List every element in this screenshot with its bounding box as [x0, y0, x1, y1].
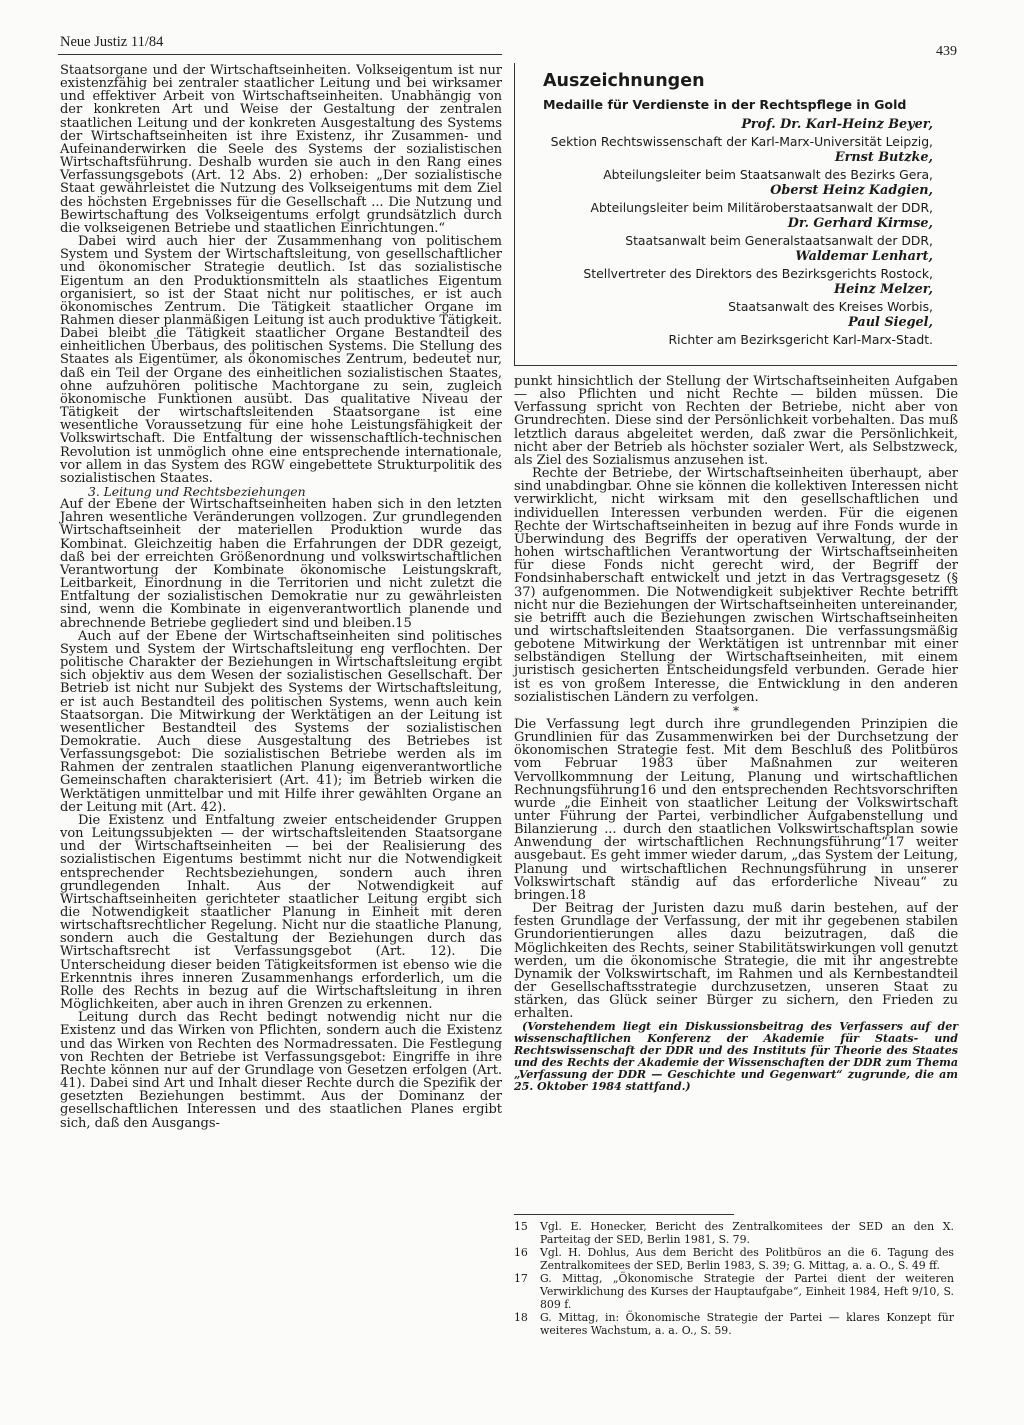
footnote-text: G. Mittag, „Ökonomische Strategie der Partei dient der weiteren Verwirklichung des Kurses der Hauptaufgabe“, Einheit 1984, Heft 9/10, S. 809 f.: [540, 1272, 954, 1311]
body-paragraph: Die Verfassung legt durch ihre grundlegenden Prinzipien die Grundlinien für das Zusammenwirken bei der Durchsetzung der ökonomischen Strategie fest. Mit dem Beschluß des Politbüros vom Februar 1983 über Maßnahmen zur weiteren Vervollkommnung der Leitung, Planung und wirtschaftlichen Rechnungsführung16 und den entsprechenden Rechtsvorschriften wurde „die Einheit von staatlicher Leitung der Volkswirtschaft unter Führung der Partei, verbindlicher Aufgabenstellung und Bilanzierung ... durch den staatlichen Volkswirtschaftsplan sowie Anwendung der wirtschaftlichen Rechnungsführung“17 weiter ausgebaut. Es geht immer wieder darum, „das System der Leitung, Planung und wirtschaftlichen Rechnungsführung in unserer Volkswirtschaft ständig auf das erforderliche Niveau“ zu bringen.18: [514, 716, 958, 903]
footnote-rule: [514, 1214, 734, 1215]
body-paragraph: Auf der Ebene der Wirtschaftseinheiten haben sich in den letzten Jahren wesentliche Veränderungen vollzogen. Zur grundlegenden Wirtschaftseinheit der materiellen Produktion wurde das Kombinat. Gleichzeitig haben die Erfahrungen der DDR gezeigt, daß bei der erreichten Größenordnung und volkswirtschaftlichen Verantwortung der Kombinate ökonomische Leistungskraft, Leitbarkeit, Einordnung in die Territorien und nicht zuletzt die Entfaltung der sozialistischen Demokratie nur zu gewährleisten sind, wenn die Kombinate in eigenverantwortlich planende und abrechnende Betriebe gegliedert sind und bleiben.15: [60, 497, 502, 631]
body-paragraph: Der Beitrag der Juristen dazu muß darin bestehen, auf der festen Grundlage der Verfassung, der mit ihr gegebenen stabilen Grundorientierungen alles dazu beizutragen, daß die Möglichkeiten des Rechts, seiner Stabilitätswirkungen voll genutzt werden, um die ökonomische Strategie, die mit ihr angestrebte Dynamik der Volkswirtschaft, im Rahmen und als Kernbestandteil der Gesellschaftsstrategie durchzusetzen, unseren Staat zu stärken, das Glück seiner Bürger zu sichern, den Frieden zu erhalten.: [514, 901, 958, 1022]
footnote-number: 16: [514, 1246, 528, 1260]
body-paragraph: Rechte der Betriebe, der Wirtschaftseinheiten überhaupt, aber sind unabdingbar. Ohne sie können die kollektiven Interessen nicht verwirklicht, nicht wirksam mit den gesellschaftlichen und individuellen Interessen verbunden werden. Für die eigenen Rechte der Wirtschaftseinheiten in bezug auf ihre Fonds wurde in Überwindung des Begriffs der operativen Verwaltung, der der hohen wirtschaftlichen Verantwortung der Wirtschaftseinheiten für diese Fonds nicht gerecht wird, der Begriff der Fondsinhaberschaft entwickelt und jetzt in das Vertragsgesetz (§ 37) aufgenommen. Die Notwendigkeit subjektiver Rechte betrifft nicht nur die Beziehungen der Wirtschaftseinheiten untereinander, sie betrifft auch die Beziehungen zwischen Wirtschaftseinheiten und wirtschaftsleitenden Staatsorganen. Die verfassungsmäßig gebotene Mitwirkung der Werktätigen ist untrennbar mit einer selbständigen Stellung der Wirtschaftseinheiten, mit einem juristisch gesicherten Entscheidungsfeld verbunden. Gerade hier ist es von großem Interesse, die Entwicklung in den anderen sozialistischen Ländern zu verfolgen.: [514, 466, 958, 705]
footnote: [514, 1273, 954, 1311]
section-separator: *: [733, 703, 739, 718]
recipient-name: Heinz Melzer,: [834, 282, 933, 297]
footnote-text: Vgl. H. Dohlus, Aus dem Bericht des Politbüros an die 6. Tagung des Zentralkomitees der SED, Berlin 1983, S. 39; G. Mittag, a. a. O., S. 49 ff.: [540, 1246, 954, 1272]
awards-box: [514, 63, 957, 366]
recipient-name: Ernst Butzke,: [834, 150, 933, 165]
awards-medal-title: Medaille für Verdienste in der Rechtspflege in Gold: [543, 97, 907, 112]
right-text-column: [514, 375, 958, 1093]
recipient-name: Paul Siegel,: [848, 315, 933, 330]
recipient-name: Oberst Heinz Kadgien,: [770, 183, 933, 198]
recipient-role: Abteilungsleiter beim Militäroberstaatsanwalt der DDR,: [590, 199, 933, 215]
journal-issue-header: Neue Justiz 11/84: [60, 34, 164, 50]
editorial-note: (Vorstehendem liegt ein Diskussionsbeitrag des Verfassers auf der wissenschaftlichen Konferenz der Akademie für Staats- und Rechtswissenschaft der DDR und des Instituts für Theorie des Staates und des Rechts der Akademie der Wissenschaften der DDR zum Thema „Verfassung der DDR — Geschichte und Gegenwart“ zugrunde, die am 25. Oktober 1984 stattfand.): [514, 1019, 958, 1093]
footnotes: [514, 1221, 954, 1338]
recipient-role: Staatsanwalt beim Generalstaatsanwalt der DDR,: [625, 232, 933, 248]
body-paragraph: Die Existenz und Entfaltung zweier entscheidender Gruppen von Leitungssubjekten — der wirtschaftsleitenden Staatsorgane und der Wirtschaftseinheiten — bei der Realisierung des sozialistischen Eigentums bestimmt nicht nur die Notwendigkeit entsprechender Rechtsbeziehungen, sondern auch ihren grundlegenden Inhalt. Aus der Notwendigkeit auf Wirtschaftseinheiten gerichteter staatlicher Leitung ergibt sich die Notwendigkeit staatlicher Planung in Einheit mit deren wirtschaftsrechtlicher Regelung. Nicht nur die staatliche Planung, sondern auch die Gestaltung der Beziehungen durch das Wirtschaftsrecht ist Verfassungsgebot (Art. 12). Die Unterscheidung dieser beiden Tätigkeitsformen ist ebenso wie die Erkenntnis ihres inneren Zusammenhangs erforderlich, um die Rolle des Rechts in bezug auf die Wirtschaftsleitung in ihren Möglichkeiten, aber auch in ihren Grenzen zu erkennen.: [60, 812, 502, 1013]
footnote-number: 18: [514, 1311, 528, 1325]
section-heading: 3. Leitung und Rechtsbeziehungen: [88, 484, 306, 499]
awards-recipient-list: [515, 116, 957, 347]
recipient-role: Sektion Rechtswissenschaft der Karl-Marx-Universität Leipzig,: [550, 133, 933, 149]
recipient-role: Stellvertreter des Direktors des Bezirksgerichts Rostock,: [583, 265, 933, 281]
left-text-column: [60, 64, 502, 1130]
recipient-name: Waldemar Lenhart,: [795, 249, 933, 264]
body-paragraph: punkt hinsichtlich der Stellung der Wirtschaftseinheiten Aufgaben — also Pflichten und nicht Rechte — bilden müssen. Die Verfassung spricht von Rechten der Betriebe, nicht aber von Grundrechten. Diese sind der Persönlichkeit vorbehalten. Das muß letztlich daraus abgeleitet werden, daß zwar die Persönlichkeit, nicht aber der Betrieb als höchster sozialer Wert, als Selbstzweck, als Ziel des Sozialismus anzusehen ist.: [514, 374, 958, 468]
recipient-name: Prof. Dr. Karl-Heinz Beyer,: [741, 117, 933, 132]
footnote: [514, 1312, 954, 1337]
awards-heading: Auszeichnungen: [543, 71, 705, 91]
footnote-number: 15: [514, 1220, 528, 1233]
footnote: [514, 1247, 954, 1272]
recipient-role: Staatsanwalt des Kreises Worbis,: [728, 298, 933, 314]
body-paragraph: Auch auf der Ebene der Wirtschaftseinheiten sind politisches System und System der Wirtschaftsleitung eng verflochten. Der politische Charakter der Beziehungen in Wirtschaftsleitung ergibt sich objektiv aus dem Wesen der sozialistischen Gesellschaft. Der Betrieb ist nicht nur Subjekt des Systems der Wirtschaftsleitung, er ist auch Bestandteil des politischen Systems, wenn auch kein Staatsorgan. Die Mitwirkung der Werktätigen an der Leitung ist wesentlicher Bestandteil des Systems der sozialistischen Demokratie. Auch diese Ausgestaltung des Betriebes ist Verfassungsgebot: Die sozialistischen Betriebe werden als im Rahmen der zentralen staatlichen Planung eigenverantwortliche Gemeinschaften charakterisiert (Art. 41); im Betrieb wirken die Werktätigen unmittelbar und mit Hilfe ihrer gewählten Organe an der Leitung mit (Art. 42).: [60, 628, 502, 815]
footnote: [514, 1221, 954, 1246]
recipient-role: Abteilungsleiter beim Staatsanwalt des Bezirks Gera,: [603, 166, 933, 182]
recipient-role: Richter am Bezirksgericht Karl-Marx-Stadt.: [668, 331, 933, 347]
body-paragraph: Leitung durch das Recht bedingt notwendig nicht nur die Existenz und das Wirken von Pflichten, sondern auch die Existenz und das Wirken von Rechten des Normadressaten. Die Festlegung von Rechten der Betriebe ist Verfassungsgebot: Eingriffe in ihre Rechte können nur auf der Grundlage von Gesetzen erfolgen (Art. 41). Dabei sind Art und Inhalt dieser Rechte durch die Spezifik der gesetzten Beziehungen bestimmt. Aus der Dominanz der gesellschaftlichen Interessen und des staatlichen Planes ergibt sich, daß den Ausgangs-: [60, 1010, 502, 1131]
footnote-number: 17: [514, 1272, 528, 1286]
page-number: 439: [936, 44, 957, 59]
body-paragraph: Staatsorgane und der Wirtschaftseinheiten. Volkseigentum ist nur existenzfähig bei zentraler staatlicher Leitung und bei wirksamer und effektiver Arbeit von Wirtschaftseinheiten. Unabhängig von der konkreten Art und Weise der Gestaltung der zentralen staatlichen Leitung und der konkreten Ausgestaltung des Systems der Wirtschaftseinheiten ist ihre Existenz, ihr Zusammen- und Aufeinanderwirken die Seele des Systems der sozialistischen Wirtschaftsführung. Deshalb wurden sie auch in den Rang eines Verfassungsgebots (Art. 12 Abs. 2) erhoben: „Der sozialistische Staat gewährleistet die Nutzung des Volkseigentums mit dem Ziel des höchsten Ergebnisses für die Gesellschaft ... Die Nutzung und Bewirtschaftung des Volkseigentums erfolgt grundsätzlich durch die volkseigenen Betriebe und staatlichen Einrichtungen.“: [60, 63, 502, 236]
recipient-name: Dr. Gerhard Kirmse,: [787, 216, 933, 231]
footnote-text: Vgl. E. Honecker, Bericht des Zentralkomitees der SED an den X. Parteitag der SED, Berlin 1981, S. 79.: [540, 1220, 954, 1246]
body-paragraph: Dabei wird auch hier der Zusammenhang von politischem System und System der Wirtschaftsleitung, von gesellschaftlicher und ökonomischer Strategie deutlich. Ist das sozialistische Eigentum an den Produktionsmitteln als staatliches Eigentum organisiert, so ist der Staat nicht nur politisches, er ist auch ökonomisches Zentrum. Die Tätigkeit staatlicher Organe im Rahmen dieser planmäßigen Leitung ist auch produktive Tätigkeit. Dabei bleibt die Tätigkeit staatlicher Organe Bestandteil des einheitlichen Überbaus, des politischen Systems. Die Stellung des Staates als Eigentümer, als ökonomisches Zentrum, bedeutet nur, daß ein Teil der Organe des einheitlichen sozialistischen Staates, ohne aufzuhören politische Machtorgane zu sein, zugleich ökonomische Funktionen ausübt. Das qualitative Niveau der Tätigkeit der wirtschaftsleitenden Staatsorgane ist eine wesentliche Voraussetzung für eine hohe Leistungsfähigkeit der Volkswirtschaft. Die Entfaltung der wissenschaftlich-technischen Revolution ist unmöglich ohne eine entsprechende internationale, vor allem in das System des RGW eingebettete Strukturpolitik des sozialistischen Staates.: [60, 234, 502, 486]
footnote-text: G. Mittag, in: Ökonomische Strategie der Partei — klares Konzept für weiteres Wachstum, a. a. O., S. 59.: [540, 1311, 954, 1337]
header-rule: [58, 54, 502, 55]
